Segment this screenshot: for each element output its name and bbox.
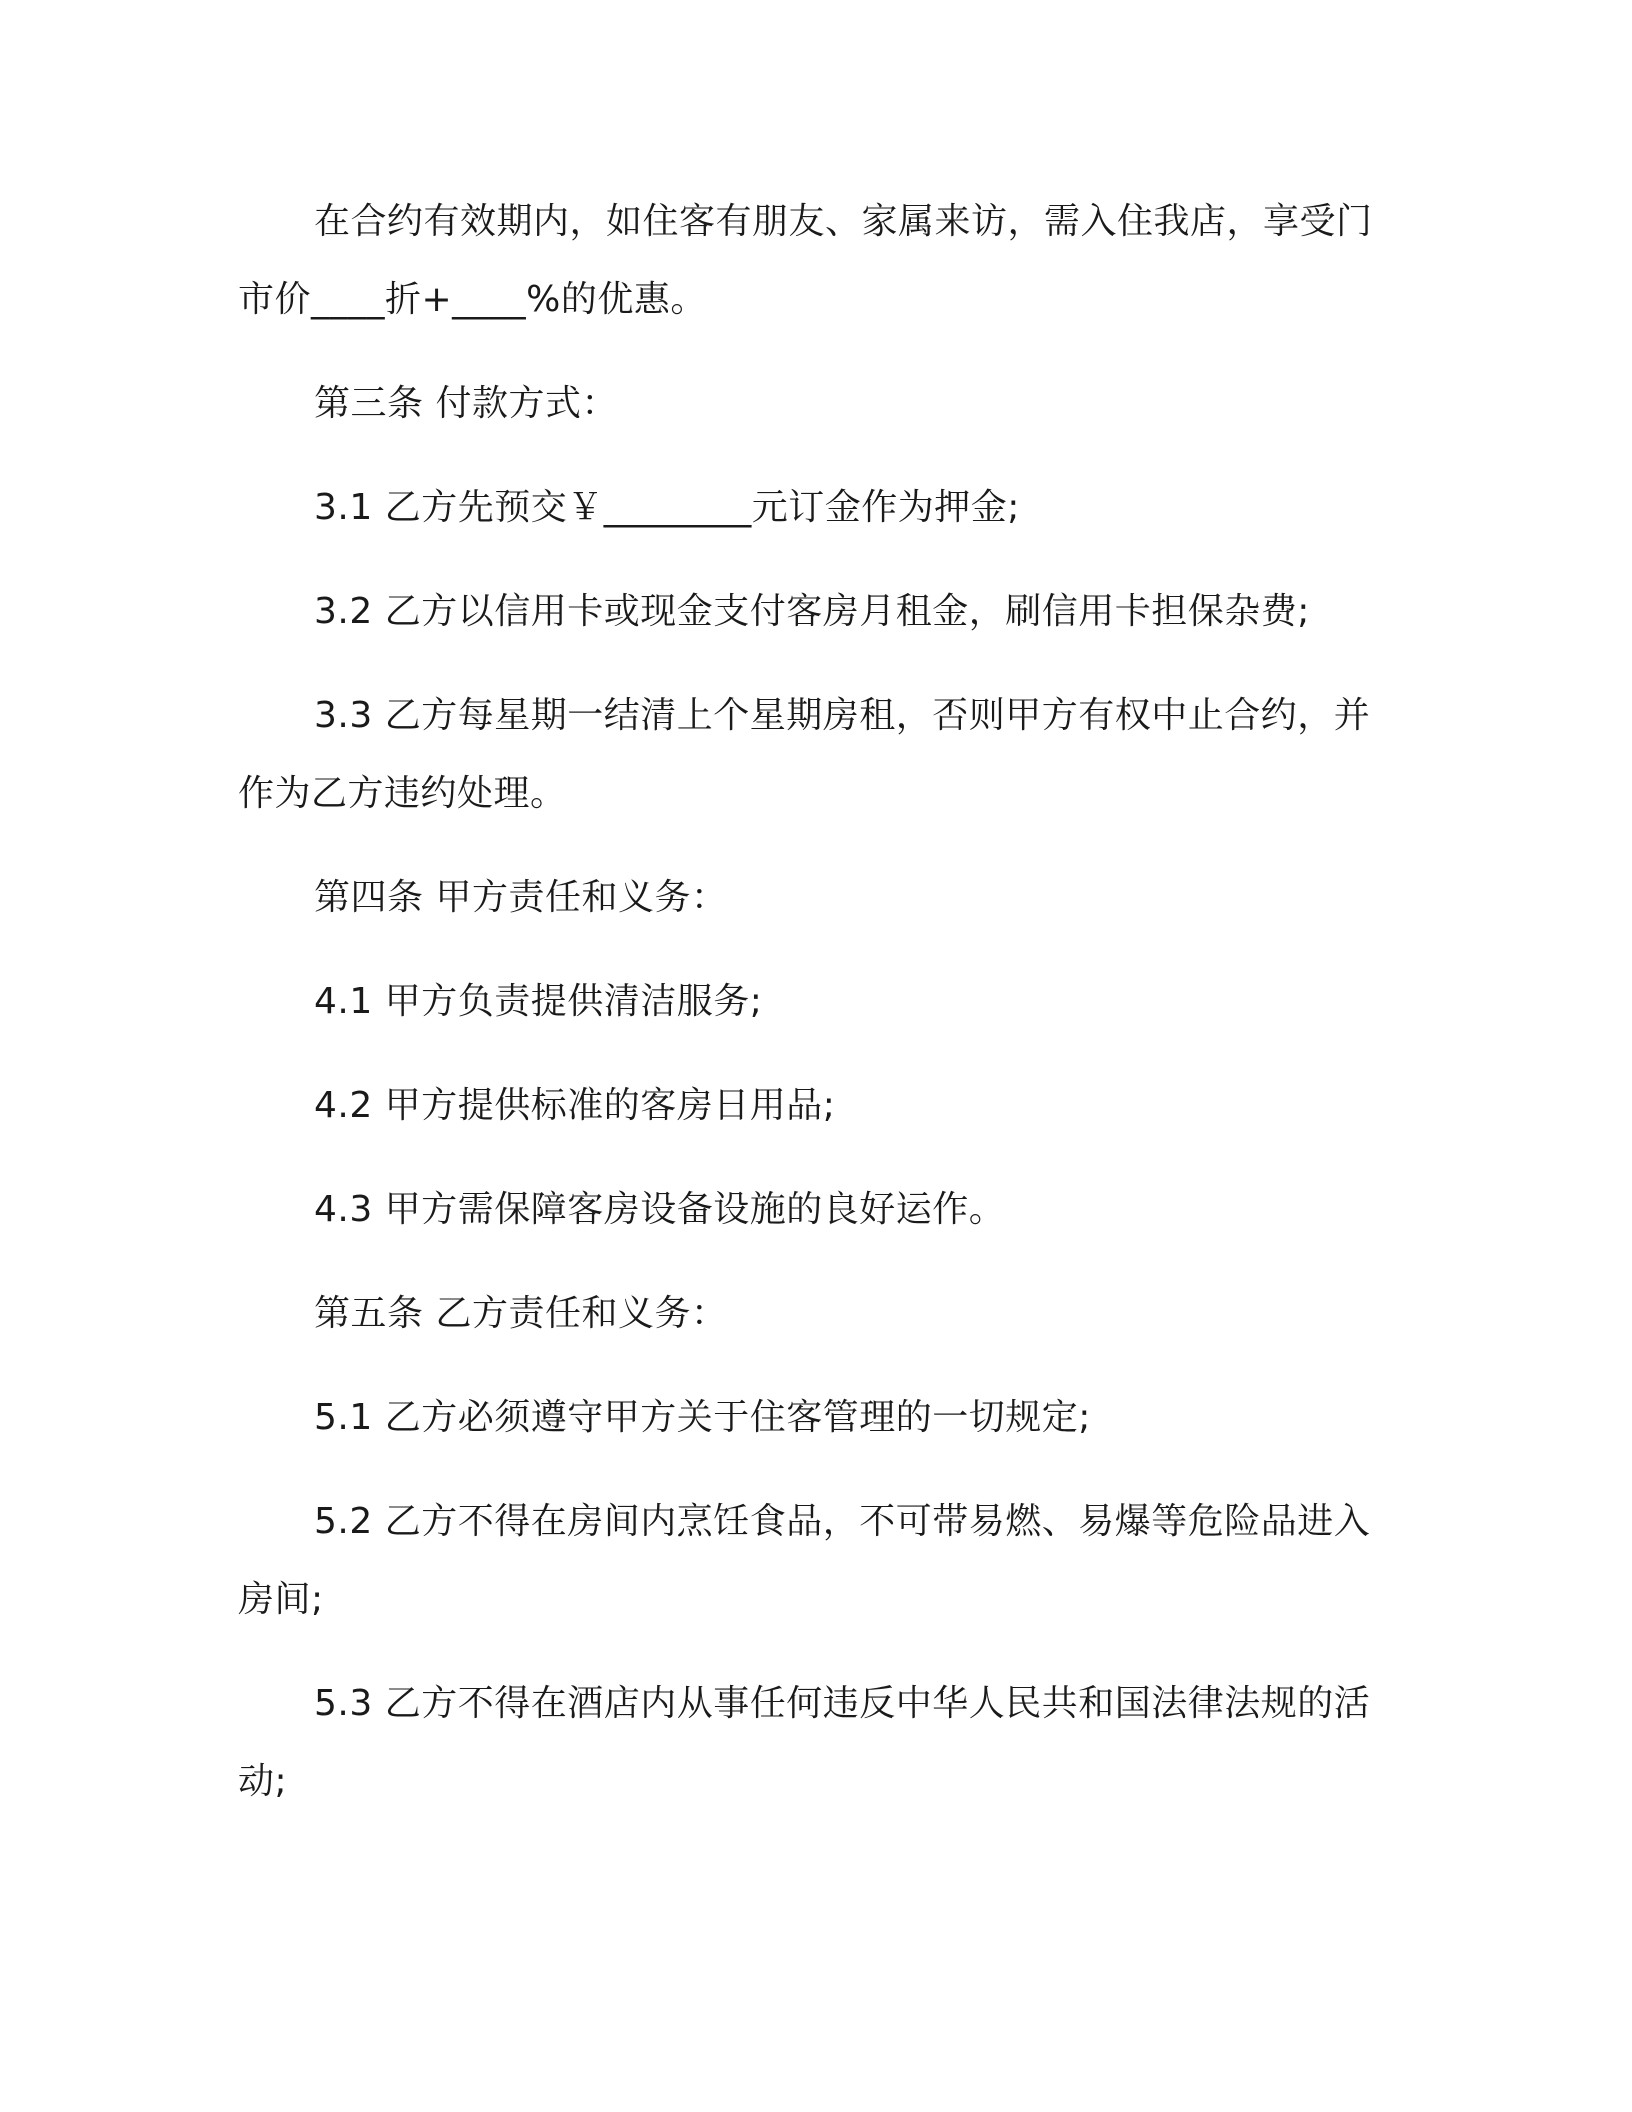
heading-article-3: 第三条 付款方式： <box>314 383 618 424</box>
clause-3-3: 3.3 乙方每星期一结清上个星期房租，否则甲方有权中止合约，并作为乙方违约处理。 <box>238 695 1371 814</box>
clause-4-3: 4.3 甲方需保障客房设备设施的良好运作。 <box>314 1189 1006 1230</box>
clause-4-1: 4.1 甲方负责提供清洁服务; <box>314 981 763 1022</box>
clause-5-2: 5.2 乙方不得在房间内烹饪食品，不可带易燃、易爆等危险品进入房间; <box>238 1501 1371 1620</box>
clause-4-2: 4.2 甲方提供标准的客房日用品; <box>314 1085 836 1126</box>
clause-5-3: 5.3 乙方不得在酒店内从事任何违反中华人民共和国法律法规的活动; <box>238 1683 1371 1802</box>
clause-3-2: 3.2 乙方以信用卡或现金支付客房月租金，刷信用卡担保杂费; <box>314 591 1310 632</box>
heading-article-4: 第四条 甲方责任和义务： <box>314 877 728 918</box>
paragraph-guest-discount: 在合约有效期内，如住客有朋友、家属来访，需入住我店，享受门市价____折+____%的优惠。 <box>238 201 1373 320</box>
clause-5-1: 5.1 乙方必须遵守甲方关于住客管理的一切规定; <box>314 1397 1091 1438</box>
clause-3-1: 3.1 乙方先预交￥________元订金作为押金; <box>314 487 1020 528</box>
heading-article-5: 第五条 乙方责任和义务： <box>314 1293 728 1334</box>
document-body <box>238 183 1376 1847</box>
